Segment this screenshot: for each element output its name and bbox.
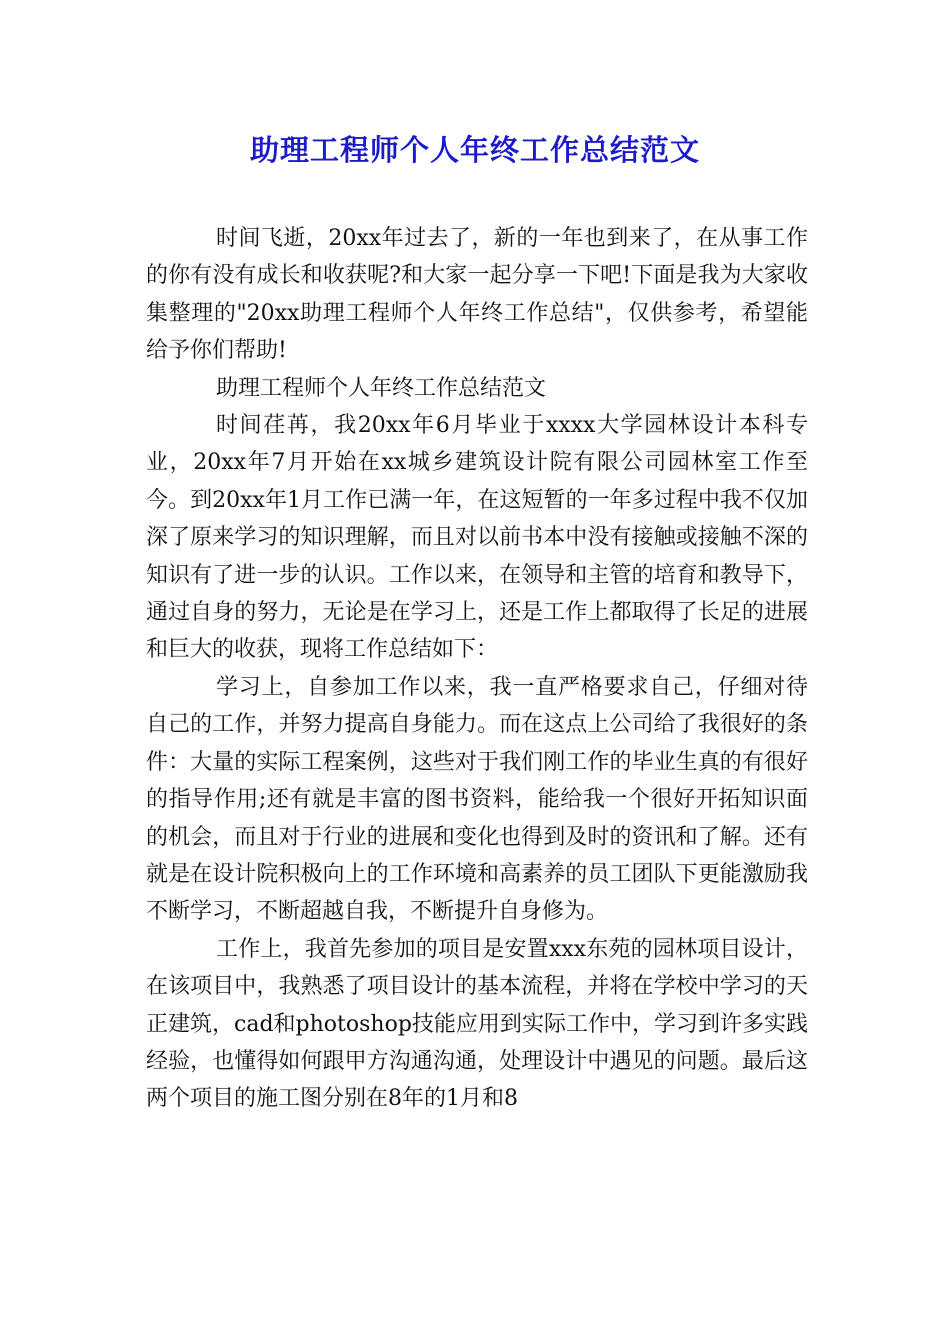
paragraph-background: 时间荏苒，我20xx年6月毕业于xxxx大学园林设计本科专业，20xx年7月开始在xx城乡建筑设计院有限公司园林室工作至今。到20xx年1月工作已满一年，在这短暂的一年多过程中我不仅加深了原来学习的知识理解，而且对以前书本中没有接触或接触不深的知识有了进一步的认识。工作以来，在领导和主管的培育和教导下，通过自身的努力，无论是在学习上，还是工作上都取得了长足的进展和巨大的收获，现将工作总结如下： (146, 413, 808, 663)
paragraph-intro: 时间飞逝，20xx年过去了，新的一年也到来了，在从事工作的你有没有成长和收获呢?和大家一起分享一下吧!下面是我为大家收集整理的"20xx助理工程师个人年终工作总结"，仅供参考，希望能给予你们帮助! (146, 226, 808, 364)
paragraph-study: 学习上，自参加工作以来，我一直严格要求自己，仔细对待自己的工作，并努力提高自身能力。而在这点上公司给了我很好的条件：大量的实际工程案例，这些对于我们刚工作的毕业生真的有很好的指导作用;还有就是丰富的图书资料，能给我一个很好开拓知识面的机会，而且对于行业的进展和变化也得到及时的资讯和了解。还有就是在设计院积极向上的工作环境和高素养的员工团队下更能激励我不断学习，不断超越自我，不断提升自身修为。 (146, 674, 808, 925)
document-body (146, 220, 808, 1118)
paragraph-work: 工作上，我首先参加的项目是安置xxx东苑的园林项目设计，在该项目中，我熟悉了项目设计的基本流程，并将在学校中学习的天正建筑，cad和photoshop技能应用到实际工作中，学习到许多实践经验，也懂得如何跟甲方沟通沟通，处理设计中遇见的问题。最后这两个项目的施工图分别在8年的1月和8 (146, 936, 808, 1112)
paragraph-subtitle: 助理工程师个人年终工作总结范文 (216, 375, 547, 401)
document-title: 助理工程师个人年终工作总结范文 (249, 133, 700, 167)
